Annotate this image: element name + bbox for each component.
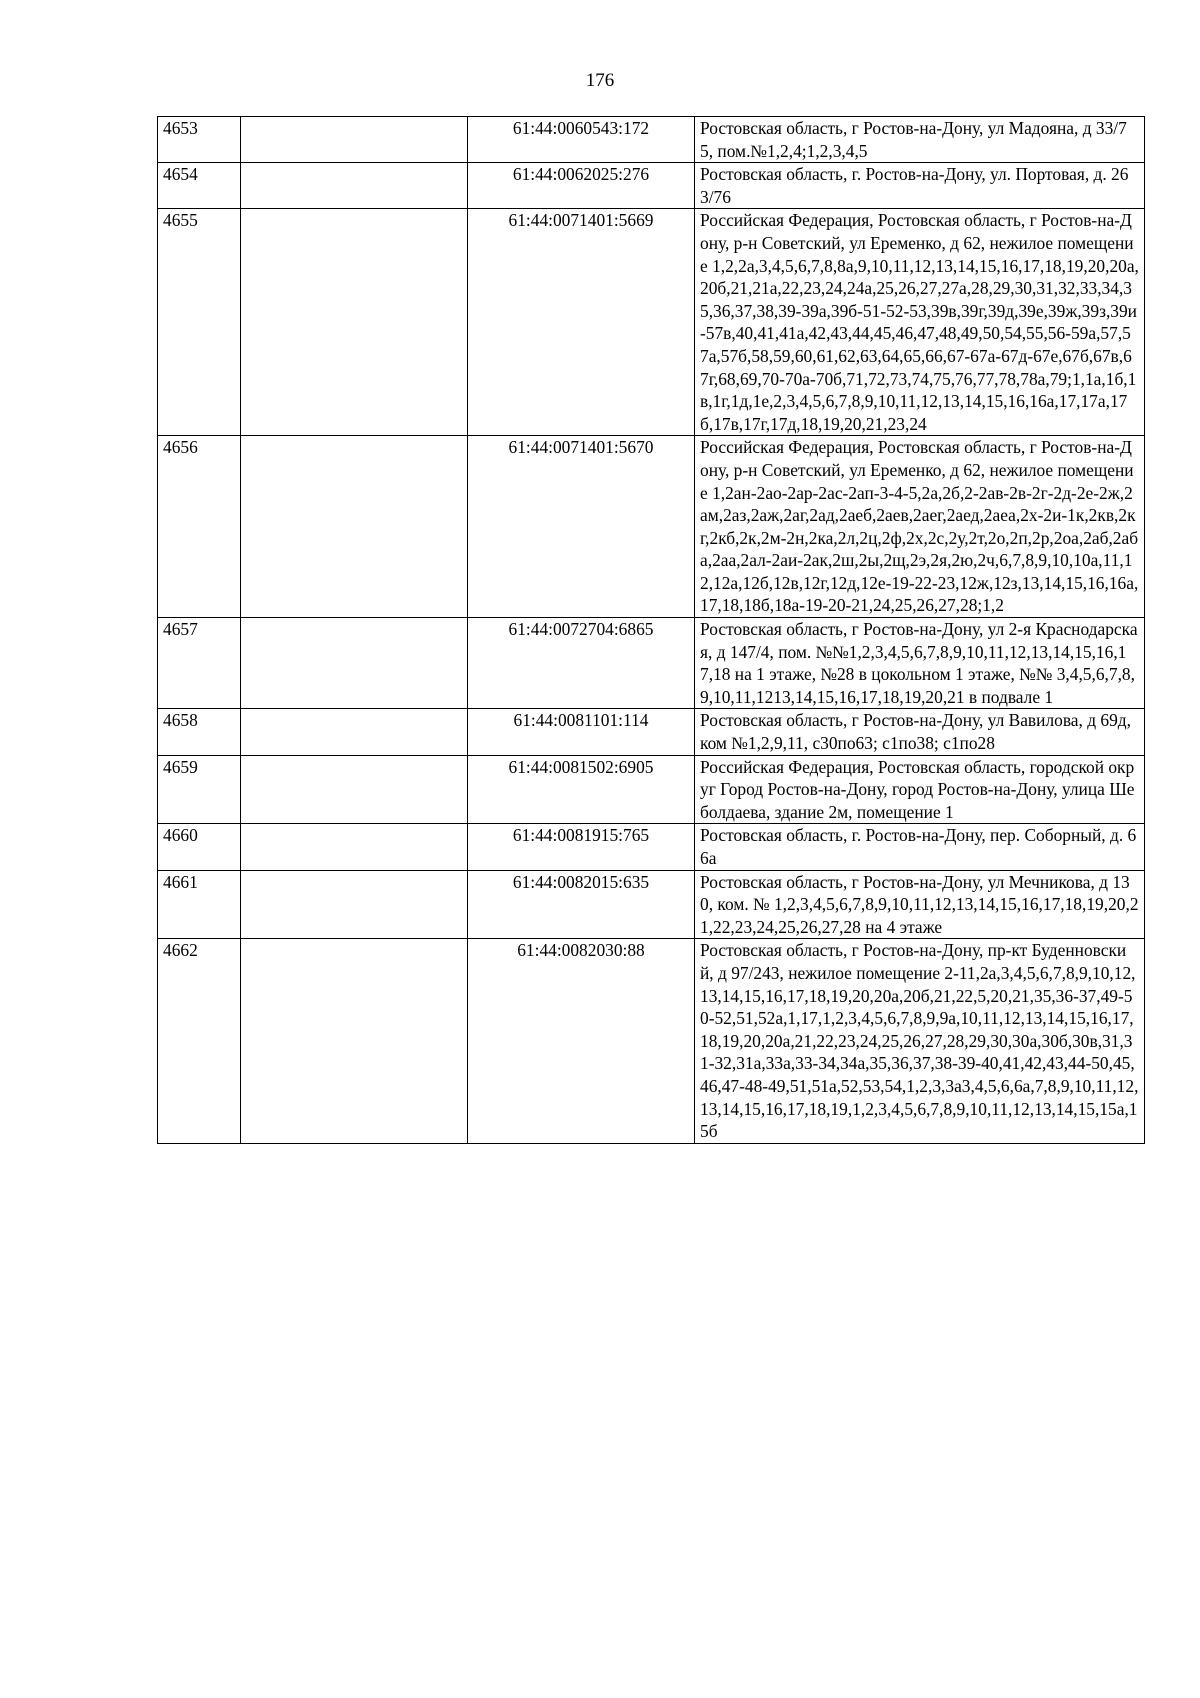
row-number-cell: 4655 <box>158 209 241 436</box>
empty-cell <box>241 163 468 209</box>
table-row <box>158 870 1145 939</box>
table-row <box>158 824 1145 870</box>
empty-cell <box>241 824 468 870</box>
cadastral-number-cell: 61:44:0081502:6905 <box>468 755 695 824</box>
address-cell: Ростовская область, г Ростов-на-Дону, ул Мадояна, д 33/75, пом.№1,2,4;1,2,3,4,5 <box>695 117 1145 163</box>
row-number-cell: 4662 <box>158 939 241 1143</box>
row-number-cell: 4657 <box>158 618 241 709</box>
row-number-cell: 4660 <box>158 824 241 870</box>
cadastral-number-cell: 61:44:0060543:172 <box>468 117 695 163</box>
address-cell: Российская Федерация, Ростовская область, городской округ Город Ростов-на-Дону, город Ростов-на-Дону, улица Шеболдаева, здание 2м, помещение 1 <box>695 755 1145 824</box>
address-cell: Ростовская область, г. Ростов-на-Дону, ул. Портовая, д. 263/76 <box>695 163 1145 209</box>
table-row <box>158 755 1145 824</box>
cadastral-number-cell: 61:44:0082015:635 <box>468 870 695 939</box>
empty-cell <box>241 209 468 436</box>
row-number-cell: 4656 <box>158 436 241 618</box>
address-cell: Российская Федерация, Ростовская область, г Ростов-на-Дону, р-н Советский, ул Еременко, д 62, нежилое помещение 1,2,2а,3,4,5,6,7,8,8а,9,10,11,12,13,14,15,16,17,18,19,20,20а,20б,21,21а,22,23,24,24а,25,26,27,27а,28,29,30,31,32,33,34,35,36,37,38,39-39а,39б-51-52-53,39в,39г,39д,39е,39ж,39з,39и-57в,40,41,41а,42,43,44,45,46,47,48,49,50,54,55,56-59а,57,57а,57б,58,59,60,61,62,63,64,65,66,67-67а-67д-67е,67б,67в,67г,68,69,70-70а-70б,71,72,73,74,75,76,77,78,78а,79;1,1а,1б,1в,1г,1д,1е,2,3,4,5,6,7,8,9,10,11,12,13,14,15,16,16а,17,17а,17б,17в,17г,17д,18,19,20,21,23,24 <box>695 209 1145 436</box>
cadastral-number-cell: 61:44:0062025:276 <box>468 163 695 209</box>
empty-cell <box>241 939 468 1143</box>
address-cell: Ростовская область, г Ростов-на-Дону, ул 2-я Краснодарская, д 147/4, пом. №№1,2,3,4,5,6,7,8,9,10,11,12,13,14,15,16,17,18 на 1 этаже, №28 в цокольном 1 этаже, №№ 3,4,5,6,7,8,9,10,11,1213,14,15,16,17,18,19,20,21 в подвале 1 <box>695 618 1145 709</box>
page-number: 176 <box>585 70 615 91</box>
table-row <box>158 117 1145 163</box>
address-cell: Ростовская область, г Ростов-на-Дону, пр-кт Буденновский, д 97/243, нежилое помещение 2-11,2а,3,4,5,6,7,8,9,10,12,13,14,15,16,17,18,19,20,20а,20б,21,22,5,20,21,35,36-37,49-50-52,51,52а,1,17,1,2,3,4,5,6,7,8,9,9а,10,11,12,13,14,15,16,17,18,19,20,20а,21,22,23,24,25,26,27,28,29,30,30а,30б,30в,31,31-32,31а,33а,33-34,34а,35,36,37,38-39-40,41,42,43,44-50,45,46,47-48-49,51,51а,52,53,54,1,2,3,3а3,4,5,6,6а,7,8,9,10,11,12,13,14,15,16,17,18,19,1,2,3,4,5,6,7,8,9,10,11,12,13,14,15,15а,15б <box>695 939 1145 1143</box>
row-number-cell: 4659 <box>158 755 241 824</box>
property-registry-table <box>157 116 1145 1144</box>
row-number-cell: 4658 <box>158 709 241 755</box>
table-row <box>158 209 1145 436</box>
empty-cell <box>241 436 468 618</box>
cadastral-number-cell: 61:44:0081915:765 <box>468 824 695 870</box>
table-row <box>158 163 1145 209</box>
address-cell: Ростовская область, г Ростов-на-Дону, ул Мечникова, д 130, ком. № 1,2,3,4,5,6,7,8,9,10,11,12,13,14,15,16,17,18,19,20,21,22,23,24,25,26,27,28 на 4 этаже <box>695 870 1145 939</box>
address-cell: Российская Федерация, Ростовская область, г Ростов-на-Дону, р-н Советский, ул Еременко, д 62, нежилое помещение 1,2ан-2ао-2ар-2ас-2ап-3-4-5,2а,2б,2-2ав-2в-2г-2д-2е-2ж,2ам,2аз,2аж,2аг,2ад,2аеб,2аев,2аег,2аед,2аеа,2х-2и-1к,2кв,2кг,2кб,2к,2м-2н,2ка,2л,2ц,2ф,2х,2с,2у,2т,2о,2п,2р,2оа,2аб,2аба,2аа,2ал-2аи-2ак,2ш,2ы,2щ,2э,2я,2ю,2ч,6,7,8,9,10,10а,11,12,12а,12б,12в,12г,12д,12е-19-22-23,12ж,12з,13,14,15,16,16а,17,18,18б,18а-19-20-21,24,25,26,27,28;1,2 <box>695 436 1145 618</box>
row-number-cell: 4661 <box>158 870 241 939</box>
empty-cell <box>241 709 468 755</box>
table-row <box>158 618 1145 709</box>
empty-cell <box>241 755 468 824</box>
cadastral-number-cell: 61:44:0071401:5669 <box>468 209 695 436</box>
registry-table-body <box>158 117 1145 1144</box>
table-row <box>158 709 1145 755</box>
empty-cell <box>241 117 468 163</box>
cadastral-number-cell: 61:44:0082030:88 <box>468 939 695 1143</box>
row-number-cell: 4653 <box>158 117 241 163</box>
empty-cell <box>241 870 468 939</box>
address-cell: Ростовская область, г Ростов-на-Дону, ул Вавилова, д 69д, ком №1,2,9,11, с30по63; с1по38; с1по28 <box>695 709 1145 755</box>
empty-cell <box>241 618 468 709</box>
table-row <box>158 939 1145 1143</box>
cadastral-number-cell: 61:44:0071401:5670 <box>468 436 695 618</box>
row-number-cell: 4654 <box>158 163 241 209</box>
cadastral-number-cell: 61:44:0081101:114 <box>468 709 695 755</box>
address-cell: Ростовская область, г. Ростов-на-Дону, пер. Соборный, д. 66а <box>695 824 1145 870</box>
cadastral-number-cell: 61:44:0072704:6865 <box>468 618 695 709</box>
table-row <box>158 436 1145 618</box>
